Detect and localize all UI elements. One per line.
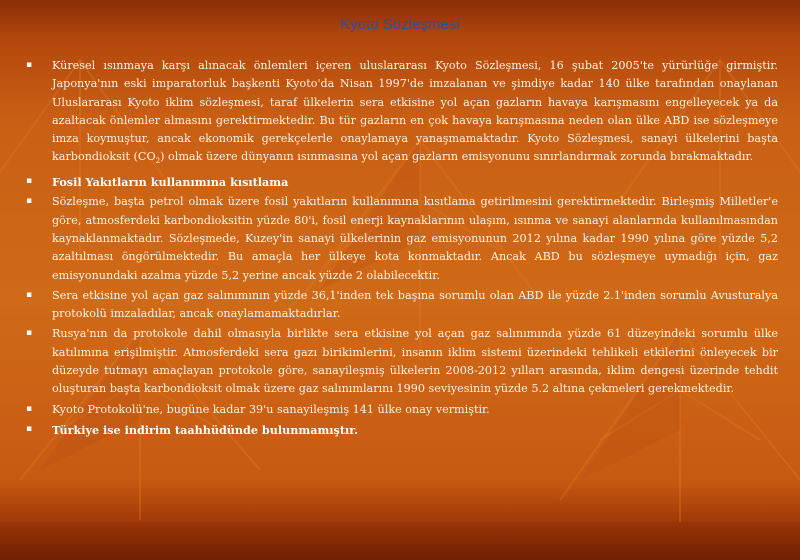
bullet-icon: ▪ [26, 403, 33, 414]
list-item [26, 57, 778, 171]
bullet-icon: ▪ [26, 328, 33, 339]
bullet-text: Sözleşme, başta petrol olmak üzere fosil yakıtların kullanımına kısıtlama getirilmesini gerektirmektedir. Birleşmiş Milletler'e göre, atmosferdeki karbondioksitin yüzde 80'i, fosil enerji kaynaklarının ulaşım, ısınma ve sanayi alanlarında kullanılmasından kaynaklanmaktadır. Sözleşmede, Kuzey'in sanayi ülkelerinin gaz emisyonunun 2012 yılına kadar 1990 yılına göre yüzde 5,2 azaltılması öngörülmektedir. Bu amaçla her ülkeye kota konmaktadır. Ancak ABD bu sözleşmeye uymadığı için, gaz emisyonundaki azalma yüzde 5,2 yerine ancak yüzde 2 olabilecektir. [52, 195, 778, 282]
list-item [26, 173, 778, 191]
bullet-icon: ▪ [26, 289, 33, 300]
list-item [26, 287, 778, 324]
bullet-text: Kyoto Protokolü'ne, bugüne kadar 39'u sanayileşmiş 141 ülke onay vermiştir. [52, 402, 490, 416]
list-item [26, 421, 778, 439]
bullet-text: Sera etkisine yol açan gaz salınımının yüzde 36,1'inden tek başına sorumlu olan ABD ile yüzde 2.1'inden sorumlu Avusturalya protokolü imzaladılar, ancak onaylamamaktadırlar. [52, 288, 778, 321]
list-item [26, 401, 778, 419]
bullet-icon: ▪ [26, 60, 33, 70]
bottom-bar [0, 522, 800, 560]
list-item [26, 325, 778, 398]
bullet-icon: ▪ [26, 423, 33, 434]
bullet-list [26, 57, 778, 441]
bullet-text: Rusya'nın da protokole dahil olmasıyla birlikte sera etkisine yol açan gaz salınımında yüzde 61 düzeyindeki sorumlu ülke katılımına erişilmiştir. Atmosferdeki sera gazı birikimlerini, insanın iklim sistemi üzerindeki tehlikeli etkilerini önleyecek bir düzeyde tutmayı amaçlayan protokole göre, sanayileşmiş ülkelerin 2008-2012 yılları arasında, iklim dengesi üzerinde tehdit oluşturan başta karbondioksit olmak üzere gaz salınımlarını 1990 seviyesinin yüzde 5.2 altına çekmeleri gerekmektedir. [52, 327, 778, 396]
bullet-heading: Türkiye ise indirim taahhüdünde bulunmamıştır. [52, 422, 359, 437]
slide-title: Kyoto Sözleşmesi [340, 16, 460, 33]
bullet-text: Küresel ısınmaya karşı alınacak önlemleri içeren uluslararası Kyoto Sözleşmesi, 16 şubat 2005'te yürürlüğe girmiştir. Japonya'nın eski imparatorluk başkenti Kyoto'da Nisan 1997'de imzalanan ve şimdiye kadar 140 ülke tarafından onaylanan Uluslararası Kyoto iklim sözleşmesi, taraf ülkelerin sera etkisine yol açan gazların havaya karışmasını engelleyecek ya da azaltacak önlemler almasını gerektirmektedir. Bu tür gazların en çok havaya karışmasına neden olan ülke ABD ise sözleşmeye imza koymuştur, ancak ekonomik gerekçelerle onaylamaya yanaşmamaktadır. Kyoto Sözleşmesi, sanayi ülkelerini başta karbondioksit $(CO_2)$ olmak üzere dünyanın ısınmasına yol açan gazların emisyonunu sınırlandırmak zorunda bırakmaktadır. [52, 59, 778, 166]
bullet-heading: Fosil Yakıtların kullanımına kısıtlama [52, 175, 289, 190]
bullet-icon: ▪ [26, 176, 33, 187]
list-item [26, 193, 778, 284]
bullet-icon: ▪ [26, 196, 33, 207]
